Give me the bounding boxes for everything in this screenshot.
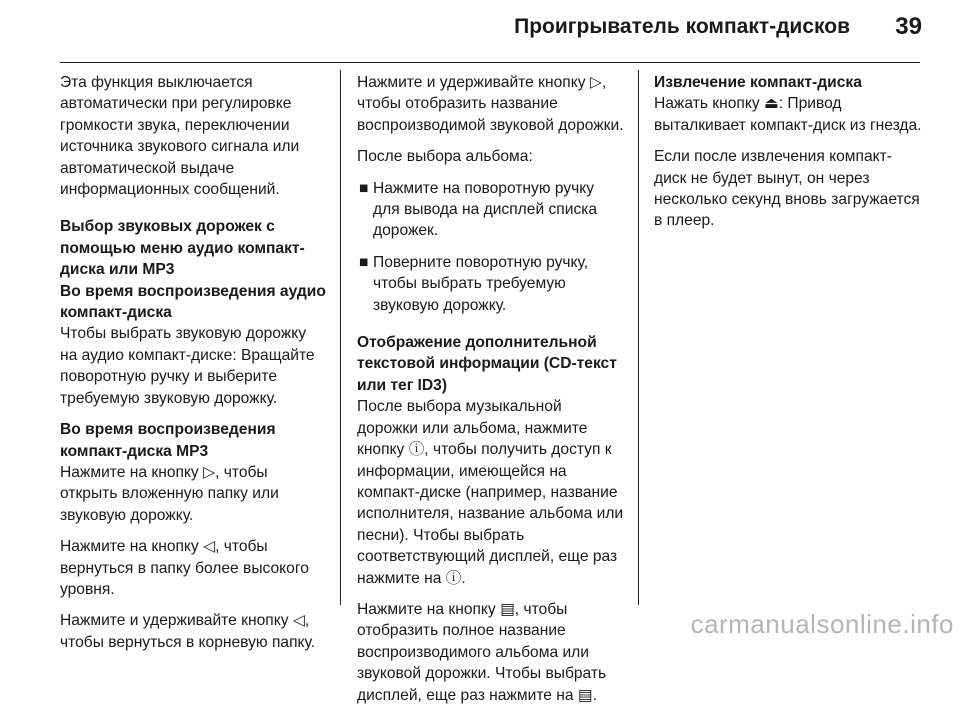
column-2 [357, 72, 624, 716]
paragraph: Нажмите и удерживайте кнопку ◁, чтобы вернуться в корневую папку. [60, 611, 316, 651]
paragraph: Нажмите на кнопку ▷, чтобы открыть вложенную папку или звуковую дорожку. [60, 462, 279, 524]
back-arrow-icon: ◁ [203, 537, 216, 556]
section-heading: Отображение дополнительной текстовой информации (CD-текст или тег ID3) [357, 334, 617, 394]
column-3 [654, 72, 922, 242]
bullet-icon: ■ [359, 253, 369, 271]
bullet-icon: ■ [359, 179, 369, 197]
next-arrow-icon: ▷ [589, 73, 602, 91]
paragraph: Чтобы выбрать звуковую дорожку на аудио компакт-диске: Вращайте поворотную ручку и выберите требуемую звуковую дорожку. [60, 325, 315, 407]
section-heading: Выбор звуковых дорожек с помощью меню аудио компакт-диска или MP3 [60, 218, 305, 279]
page-header [0, 0, 960, 60]
column-1 [60, 72, 326, 663]
info-icon: ⓘ [408, 440, 425, 459]
info-icon: ⓘ [445, 568, 462, 587]
paragraph: Если после извлечения компакт-диск не будет вынут, он через несколько секунд вновь загружается в плеер. [654, 148, 920, 230]
text-list-icon: ▤ [500, 599, 515, 618]
list-item: ■ Нажмите на поворотную ручку для вывода на дисплей списка дорожек. [359, 179, 598, 240]
paragraph: Нажмите на кнопку ◁, чтобы вернуться в папку более высокого уровня. [60, 537, 309, 598]
paragraph: После выбора альбома: [357, 148, 533, 166]
paragraph: После выбора музыкальной дорожки или альбома, нажмите кнопку ⓘ, чтобы получить доступ к информации, имеющейся на компакт-диске (например, название исполнителя, название альбома или песни). Чтобы выбрать соответствующий дисплей, еще раз нажмите на ⓘ. [357, 398, 624, 587]
paragraph: Нажать кнопку ⏏: Привод выталкивает компакт-диск из гнезда. [654, 94, 922, 134]
subsection-heading: Во время воспроизведения компакт-диска MP3 [60, 421, 276, 460]
watermark: carmanualsonline.info [690, 609, 954, 639]
eject-icon: ⏏ [763, 94, 779, 113]
column-divider-1 [340, 70, 341, 605]
back-arrow-icon: ◁ [292, 611, 305, 630]
header-divider [60, 62, 920, 63]
paragraph: Эта функция выключается автоматически при регулировке громкости звука, переключении источника звукового сигнала или автоматической выдаче информационных сообщений. [60, 74, 300, 199]
subsection-heading: Во время воспроизведения аудио компакт-диска [60, 282, 326, 322]
next-arrow-icon: ▷ [203, 462, 216, 481]
bullet-list [357, 178, 624, 316]
page-number: 39 [895, 13, 922, 40]
section-heading: Извлечение компакт-диска [654, 74, 862, 91]
text-list-icon: ▤ [577, 685, 593, 704]
list-item: ■ Поверните поворотную ручку, чтобы выбрать требуемую звуковую дорожку. [359, 253, 589, 314]
column-divider-2 [638, 70, 639, 605]
paragraph: Нажмите на кнопку ▤, чтобы отобразить полное название воспроизводимого альбома или звуковой дорожки. Чтобы выбрать дисплей, еще раз нажмите на ▤. [357, 599, 607, 704]
page-title: Проигрыватель компакт-дисков [514, 15, 850, 38]
paragraph: Нажмите и удерживайте кнопку ▷, чтобы отобразить название воспроизводимой звуковой дорожки. [357, 73, 624, 134]
